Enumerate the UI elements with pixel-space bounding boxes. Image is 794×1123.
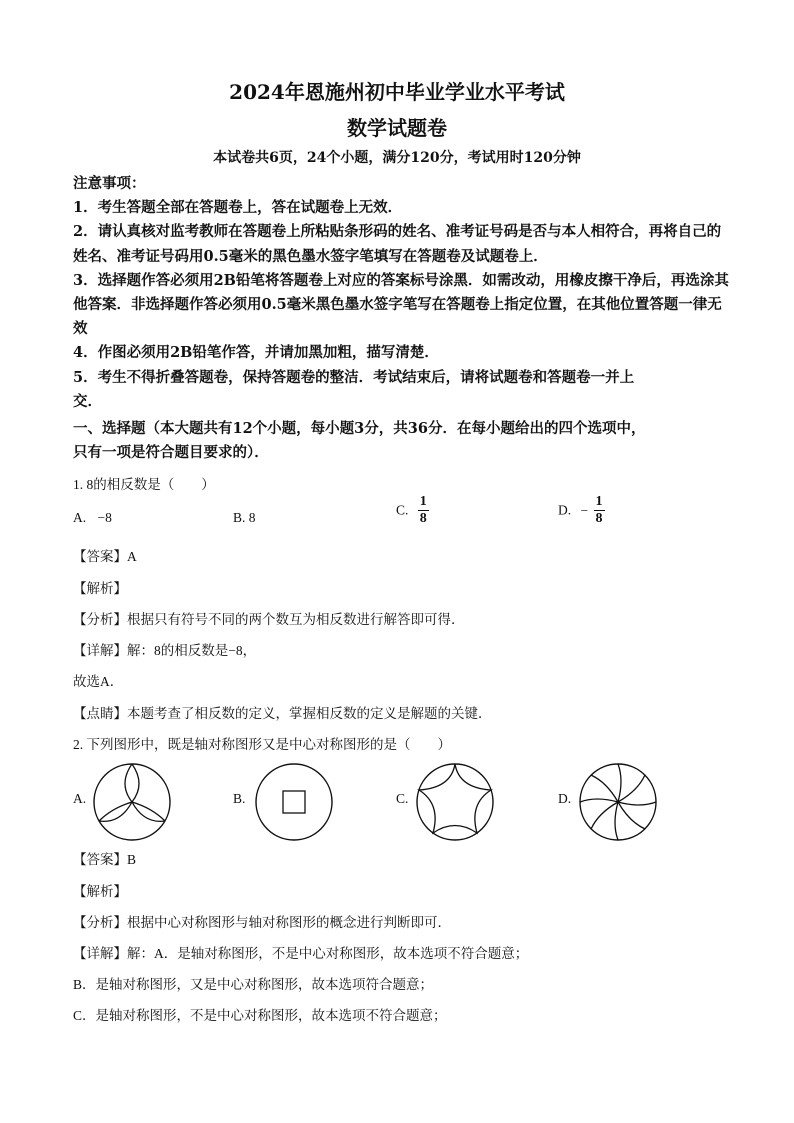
- q2-fenxi: 【分析】根据中心对称图形与轴对称图形的概念进行判断即可．: [73, 915, 451, 930]
- note-item-1: 1．考生答题全部在答题卷上，答在试题卷上无效．: [73, 199, 403, 217]
- note-item-4: 4．作图必须用2B铅笔作答，并请加黑加粗，描写清楚．: [73, 344, 439, 362]
- q2-option-b-label: B.: [233, 791, 246, 806]
- section-heading-line2: 只有一项是符合题目要求的）．: [73, 444, 269, 461]
- q1-option-c-fraction: [418, 494, 429, 527]
- q2-analysis: 【解析】: [73, 884, 127, 899]
- notes-block: [73, 172, 733, 414]
- fraction-numerator: 1: [419, 494, 427, 509]
- fraction-denominator: 8: [419, 511, 427, 526]
- q2-stem: 2. 下列图形中，既是轴对称图形又是中心对称图形的是（ ）: [73, 737, 451, 752]
- figure-d-pinwheel: [578, 762, 658, 842]
- exam-title: 2024年恩施州初中毕业学业水平考试: [229, 80, 565, 104]
- q1-dianjing: 【点睛】本题考查了相反数的定义，掌握相反数的定义是解题的关键．: [73, 706, 492, 721]
- note-item-2: 2．请认真核对监考教师在答题卷上所粘贴条形码的姓名、准考证号码是否与本人相符合，再将自己的姓名、准考证号码用0.5毫米的黑色墨水签字笔填写在答题卷及试题卷上．: [73, 223, 722, 265]
- note-item-5: 5．考生不得折叠答题卷，保持答题卷的整洁．考试结束后，请将试题卷和答题卷一并上: [73, 368, 635, 386]
- q1-option-c-label: C.: [396, 502, 409, 518]
- q1-analysis: 【解析】: [73, 581, 127, 596]
- q1-option-a-value: −8: [97, 510, 112, 525]
- minus-sign: −: [580, 502, 589, 518]
- q1-answer: 【答案】A: [73, 549, 137, 564]
- q2-option-c-label: C.: [396, 791, 409, 806]
- q2-answer: 【答案】B: [73, 852, 137, 867]
- fraction-denominator: 8: [595, 511, 603, 526]
- q2-option-a-label: A.: [73, 791, 87, 806]
- q2-line-c: C．是轴对称图形，不是中心对称图形，故本选项不符合题意；: [73, 1008, 447, 1023]
- q1-option-a-label: A.: [73, 510, 87, 525]
- q1-option-d-fraction: [594, 494, 605, 527]
- notes-heading: 注意事项：: [73, 175, 146, 192]
- fraction-numerator: 1: [595, 494, 603, 509]
- section-heading-line1: 一、选择题（本大题共有12个小题，每小题3分，共36分．在每小题给出的四个选项中，: [73, 420, 646, 437]
- paper-title: 数学试题卷: [347, 116, 447, 140]
- q2-line-b: B．是轴对称图形，又是中心对称图形，故本选项符合题意；: [73, 977, 434, 992]
- q1-option-d: [558, 494, 605, 527]
- exam-info: 本试卷共6页，24个小题，满分120分，考试用时120分钟: [213, 150, 581, 166]
- q1-option-d-label: D.: [558, 502, 572, 518]
- note-item-5-end: 交．: [73, 392, 102, 410]
- q2-option-d-label: D.: [558, 791, 572, 806]
- figure-a-three-arcs: [92, 762, 172, 842]
- q2-xiangjie: 【详解】解：A．是轴对称图形，不是中心对称图形，故本选项不符合题意；: [73, 946, 529, 961]
- q1-option-a: [73, 510, 112, 526]
- q1-option-b: B. 8: [233, 510, 256, 525]
- note-item-3: 3．选择题作答必须用2B铅笔将答题卷上对应的答案标号涂黑．如需改动，用橡皮擦干净后，再选涂其他答案．非选择题作答必须用0.5毫米黑色墨水签字笔写在答题卷上指定位置，在其他位置答题一律无效: [73, 271, 729, 338]
- figure-c-curved-pentagon: [415, 762, 495, 842]
- q1-stem: 1. 8的相反数是（ ）: [73, 477, 215, 492]
- q1-fenxi: 【分析】根据只有符号不同的两个数互为相反数进行解答即可得．: [73, 612, 465, 627]
- q1-option-c: [396, 494, 429, 527]
- q1-choose: 故选A．: [73, 674, 124, 689]
- section-heading: [73, 417, 733, 465]
- figure-b-square-in-circle: [254, 762, 334, 842]
- q1-xiangjie: 【详解】解：8的相反数是−8，: [73, 643, 257, 658]
